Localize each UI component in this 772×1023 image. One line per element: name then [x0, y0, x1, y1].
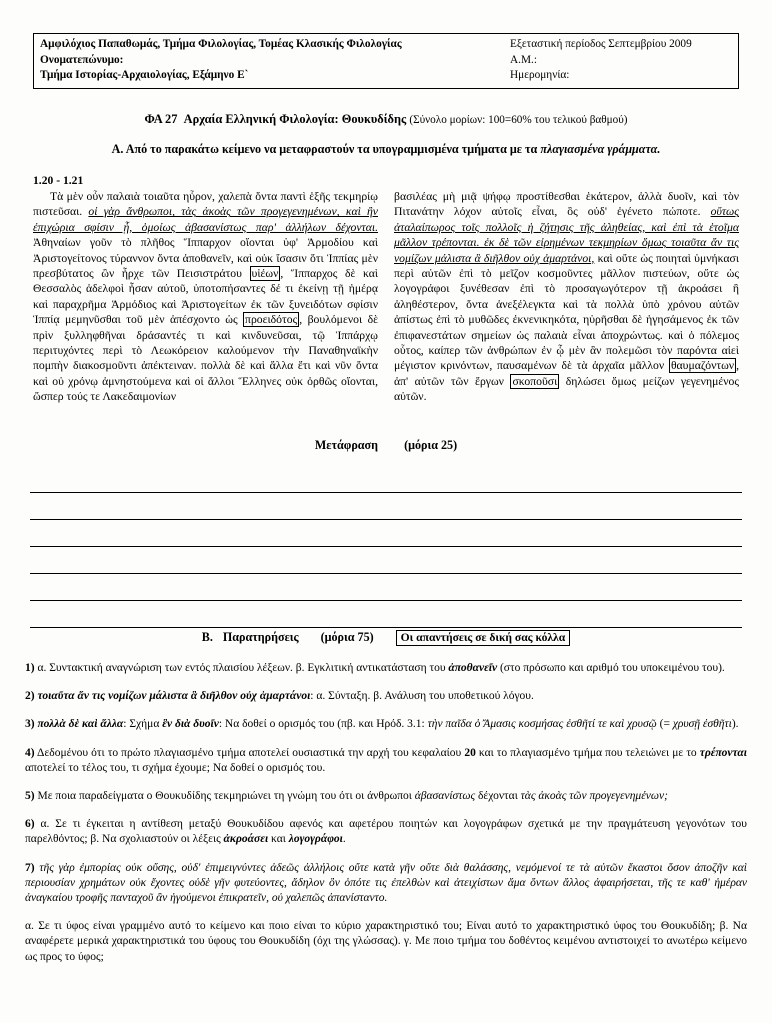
header-right-column — [510, 37, 732, 84]
translation-answer-line[interactable] — [30, 547, 742, 574]
question-text: : α. Σύνταξη. β. Ανάλυση του υποθετικού λόγου. — [310, 690, 534, 703]
question-greek-term: πολλὰ δὲ καὶ ἄλλα — [34, 718, 124, 731]
question-emphasis: 20 — [464, 746, 476, 759]
translation-answer-line[interactable] — [30, 520, 742, 547]
question-text: . — [342, 833, 346, 846]
course-code: ΦΑ 27 — [144, 112, 178, 126]
exam-header-box — [33, 33, 739, 89]
date-label: Ημερομηνία: — [510, 69, 570, 82]
greek-left-segment: Ἀθηναίων γοῦν τὸ πλῆθος Ἵππαρχον οἴονται ὑφ' Ἁρμοδίου καὶ Ἀριστογείτονος τύραννον ὄντα ἀποθανεῖν, καὶ οὐκ ἴσασιν ὅτι Ἱππίας μὲν πρεσβύτατος ὢν ἦρχε τῶν Πεισιστράτου — [33, 236, 378, 281]
question-text: Με ποια παραδείγματα ο Θουκυδίδης τεκμηριώνει τη γνώμη του ότι οι άνθρωποι — [34, 790, 415, 803]
instructor-department-line: Αμφιλόχιος Παπαθωμάς, Τμήμα Φιλολογίας, Τομέας Κλασικής Φιλολογίας — [40, 38, 402, 50]
section-b-letter: Β. — [201, 630, 213, 644]
department-semester-line: Τμήμα Ιστορίας-Αρχαιολογίας, Εξάμηνο Ε` — [40, 69, 249, 82]
registration-number-label: Α.Μ.: — [510, 53, 537, 66]
question-text: : Να δοθεί ο ορισμός του (πβ. και Ηρόδ. 3.1: — [218, 718, 428, 731]
greek-right-underlined-segment: οὕτως ἀταλαίπωρος τοῖς πολλοῖς ἡ ζήτησις τῆς ἀληθείας, καὶ ἐπὶ τὰ ἑτοῖμα μᾶλλον τρέπονται. ἐκ δὲ τῶν εἰρημένων τεκμηρίων ὅμως τοιαῦτα ἄν τις νομίζων μάλιστα ἃ διῆλθον οὐχ ἁμαρτάνοι, — [394, 205, 739, 265]
exam-title — [0, 112, 772, 128]
greek-right-segment: δηλώσει ὅμως μείζων γεγενημένος αὐτῶν. — [394, 374, 739, 404]
chapter-reference: 1.20 - 1.21 — [33, 174, 84, 187]
translation-answer-line[interactable] — [30, 601, 742, 628]
question-text: δέχονται — [475, 790, 521, 803]
greek-text-columns — [33, 189, 739, 405]
question-greek-term: λογογράφοι — [288, 833, 343, 846]
section-a-instruction — [0, 142, 772, 157]
greek-left-segment: Τὰ μὲν οὖν παλαιὰ τοιαῦτα ηὗρον, χαλεπὰ ὄντα παντὶ ἑξῆς τεκμηρίῳ πιστεῦσαι. — [33, 190, 378, 219]
greek-left-boxed-word: προειδότος — [245, 313, 298, 327]
greek-right-segment: , ἀπ' αὐτῶν τῶν ἔργων — [394, 359, 739, 388]
section-b-heading — [0, 630, 772, 646]
question-item — [25, 861, 747, 907]
question-greek-term: τοιαῦτα ἄν τις νομίζων μάλιστα ἃ διῆλθον οὐχ ἁμαρτάνοι — [34, 690, 311, 703]
question-greek-term: τρέπονται — [699, 746, 747, 759]
question-item — [25, 817, 747, 847]
questions-list — [25, 661, 747, 978]
question-greek-quote: ἀβασανίστως — [414, 790, 476, 803]
greek-right-segment: καὶ οὔτε ὡς ποιηταὶ ὑμνήκασι περὶ αὐτῶν ἐπὶ τὸ μεῖζον κοσμοῦντες μᾶλλον πιστεύων, οὔτε ὡς λογογράφοι ξυνέθεσαν ἐπὶ τὸ προσαγωγότερον τῇ ἀκροάσει ἢ ἀληθέστερον, ὄντα ἀνεξέλεγκτα καὶ τὰ πολλὰ ὑπὸ χρόνου αὐτῶν ἀπίστως ἐπὶ τὸ μυθῶδες ἐκνενικηκότα, ηὑρῆσθαι δὲ ἡγησάμενος ἐκ τῶν ἐπιφανεστάτων σημείων ὡς παλαιὰ εἶναι ἀποχρώντως. καὶ ὁ πόλεμος οὗτος, καίπερ τῶν ἀνθρώπων ἐν ᾧ μὲν ἂν πολεμῶσι τὸν παρόντα αἰεὶ μέγιστον κρινόντων, παυσαμένων δὲ τὰ ἀρχαῖα μᾶλλον — [394, 251, 739, 373]
question-number: 6) — [25, 818, 35, 831]
section-b-label: Παρατηρήσεις — [222, 630, 299, 644]
question-text: αποτελεί το τέλος του, τι σχήμα έχουμε; Να δοθεί ο ορισμός του. — [25, 761, 326, 774]
question-number: 1) — [25, 662, 35, 674]
section-a-instruction-plain: Α. Από το παρακάτω κείμενο να μεταφραστούν τα υπογραμμισμένα τμήματα με τα — [111, 142, 541, 156]
question-text: α. Σε τι ύφος είναι γραμμένο αυτό το κείμενο και ποιο είναι το κύριο χαρακτηριστικό του; Είναι αυτό το χαρακτηριστικό ύφος του Θουκυδίδη; β. Να αναφέρετε μερικά χαρακτηριστικά του ύφους του Θουκυδίδη (όχι της γλώσσας). γ. Με ποιο τμήμα του δοθέντος κειμένου αντιστοιχεί το ανωτέρω κείμενο ως προς το ύφος; — [25, 920, 747, 963]
translation-answer-lines[interactable] — [30, 466, 742, 628]
question-text: : Σχήμα — [123, 718, 163, 731]
greek-left-boxed-word: υἱέων — [251, 267, 279, 281]
answer-sheet-note: Οι απαντήσεις σε δική σας κόλλα — [396, 630, 571, 646]
question-greek-quote: τὰς ἀκοὰς τῶν προγεγενημένων; — [520, 790, 668, 803]
greek-left-segment: , Ἵππαρχος δὲ καὶ Θεσσαλὸς ἀδελφοὶ ἦσαν αὐτοῦ, ὑποτοπήσαντες δέ τι ἐκείνῃ τῇ ἡμέρᾳ καὶ παραχρῆμα Ἁρμόδιος καὶ Ἀριστογείτων ἐκ τῶν ξυνειδότων σφίσιν Ἱππίᾳ μεμηνῦσθαι τοῦ μὲν ἀπέσχοντο ὡς — [33, 267, 379, 327]
student-name-field-label: Ονοματεπώνυμο: — [40, 53, 124, 66]
greek-right-boxed-word: σκοποῦσι — [512, 374, 558, 388]
translation-points: (μόρια 25) — [404, 438, 458, 452]
translation-answer-line[interactable] — [30, 466, 742, 493]
greek-left-segment: , βουλόμενοι δὲ πρὶν ξυλληφθῆναι δράσαντές τι καὶ κινδυνεῦσαι, τῷ Ἱππάρχῳ περιτυχόντες περὶ τὸ Λεωκόρειον καλούμενον τὴν Παναθηναϊκὴν πομπὴν διακοσμοῦντι ἀπέκτειναν. πολλὰ δὲ καὶ ἄλλα ἔτι καὶ νῦν ὄντα καὶ οὐ χρόνῳ ἀμνηστούμενα καὶ οἱ ἄλλοι Ἕλληνες οὐκ ὀρθῶς οἴονται, ὥσπερ τούς τε Λακεδαιμονίων — [33, 313, 378, 404]
greek-text-right-column — [394, 189, 739, 405]
question-item — [25, 919, 747, 965]
question-text: ). — [731, 718, 739, 731]
question-greek-term: ἓν διὰ δυοῖν — [162, 718, 219, 731]
question-number: 7) — [25, 861, 35, 874]
question-text: (στο πρόσωπο και αριθμό του υποκειμένου του). — [497, 662, 725, 674]
question-number: 2) — [25, 690, 35, 703]
greek-right-boxed-word: θαυμαζόντων — [670, 359, 735, 373]
translation-label: Μετάφραση — [314, 438, 378, 452]
question-item — [25, 789, 747, 804]
greek-right-segment: βασιλέας μὴ μιᾷ ψήφῳ προστίθεσθαι ἑκάτερον, ἀλλὰ δυοῖν, καὶ τὸν Πιτανάτην λόχον αὐτοῖς εἶναι, ὃς οὐδ' ἐγένετο πώποτε. — [394, 190, 739, 219]
question-number: 4) — [25, 746, 35, 759]
question-number: 3) — [25, 718, 35, 731]
course-subject: Αρχαία Ελληνική Φιλολογία: Θουκυδίδης — [183, 112, 407, 126]
question-greek-quote: τῆς γὰρ ἐμπορίας οὐκ οὔσης, οὐδ' ἐπιμειγνύντες ἀδεῶς ἀλλήλοις οὔτε κατὰ γῆν οὔτε διὰ θαλάσσης, νεμόμενοί τε τὰ αὑτῶν ἕκαστοι ὅσον ἀποζῆν καὶ περιουσίαν χρημάτων οὐκ ἔχοντες οὐδὲ γῆν φυτεύοντες, ἄδηλον ὂν ὁπότε τις ἐπελθὼν καὶ ἀτειχίστων ἅμα ὄντων ἄλλος ἀφαιρήσεται, τῆς τε καθ' ἡμέραν ἀναγκαίου τροφῆς πανταχοῦ ἂν ἡγούμενοι ἐπικρατεῖν, οὐ χαλεπῶς ἀπανίσταντο. — [25, 861, 747, 905]
total-points-note: (Σύνολο μορίων: 100=60% του τελικού βαθμού) — [409, 114, 628, 126]
question-greek-term: ἀκροάσει — [223, 833, 269, 846]
translation-answer-line[interactable] — [30, 574, 742, 601]
question-text: και το πλαγιασμένο τμήμα που τελειώνει με το — [475, 746, 700, 759]
question-text: α. Συντακτική αναγνώριση των εντός πλαισίου λέξεων. β. Εγκλιτική αντικατάσταση του — [34, 662, 449, 674]
section-a-instruction-italic: πλαγιασμένα γράμματα. — [540, 142, 661, 156]
greek-text-left-column — [33, 189, 378, 405]
header-left-column — [40, 37, 510, 84]
question-text: Δεδομένου ότι το πρώτο πλαγιασμένο τμήμα αποτελεί ουσιαστικά την αρχή του κεφαλαίου — [34, 746, 465, 759]
translation-answer-line[interactable] — [30, 493, 742, 520]
question-greek-quote: χρυσῇ ἐσθῆτι — [672, 718, 732, 731]
question-text: και — [268, 833, 289, 846]
question-text: α. Σε τι έγκειται η αντίθεση μεταξύ Θουκυδίδου αφενός και αφετέρου ποιητών και λογογράφων σχετικά με την πραγμάτευση γεγονότων του παρελθόντος; β. Να σχολιαστούν οι λέξεις — [25, 818, 747, 846]
question-item — [25, 689, 747, 704]
question-item — [25, 746, 747, 776]
translation-heading — [0, 438, 772, 453]
question-item — [25, 717, 747, 732]
section-b-points: (μόρια 75) — [320, 630, 374, 644]
exam-period-line: Εξεταστική περίοδος Σεπτεμβρίου 2009 — [510, 38, 692, 50]
question-text: (= — [656, 718, 673, 731]
question-number: 5) — [25, 790, 35, 803]
greek-left-underlined-segment: οἱ γὰρ ἄνθρωποι, τὰς ἀκοὰς τῶν προγεγενημένων, καὶ ἢν ἐπιχώρια σφίσιν ᾖ, ὁμοίως ἀβασανίστως παρ' ἀλλήλων δέχονται. — [33, 205, 378, 234]
question-item — [25, 661, 747, 676]
question-greek-quote: τὴν παῖδα ὁ Ἄμασις κοσμήσας ἐσθῆτί τε καὶ χρυσῷ — [427, 718, 657, 731]
question-greek-term: ἀποθανεῖν — [448, 662, 498, 674]
